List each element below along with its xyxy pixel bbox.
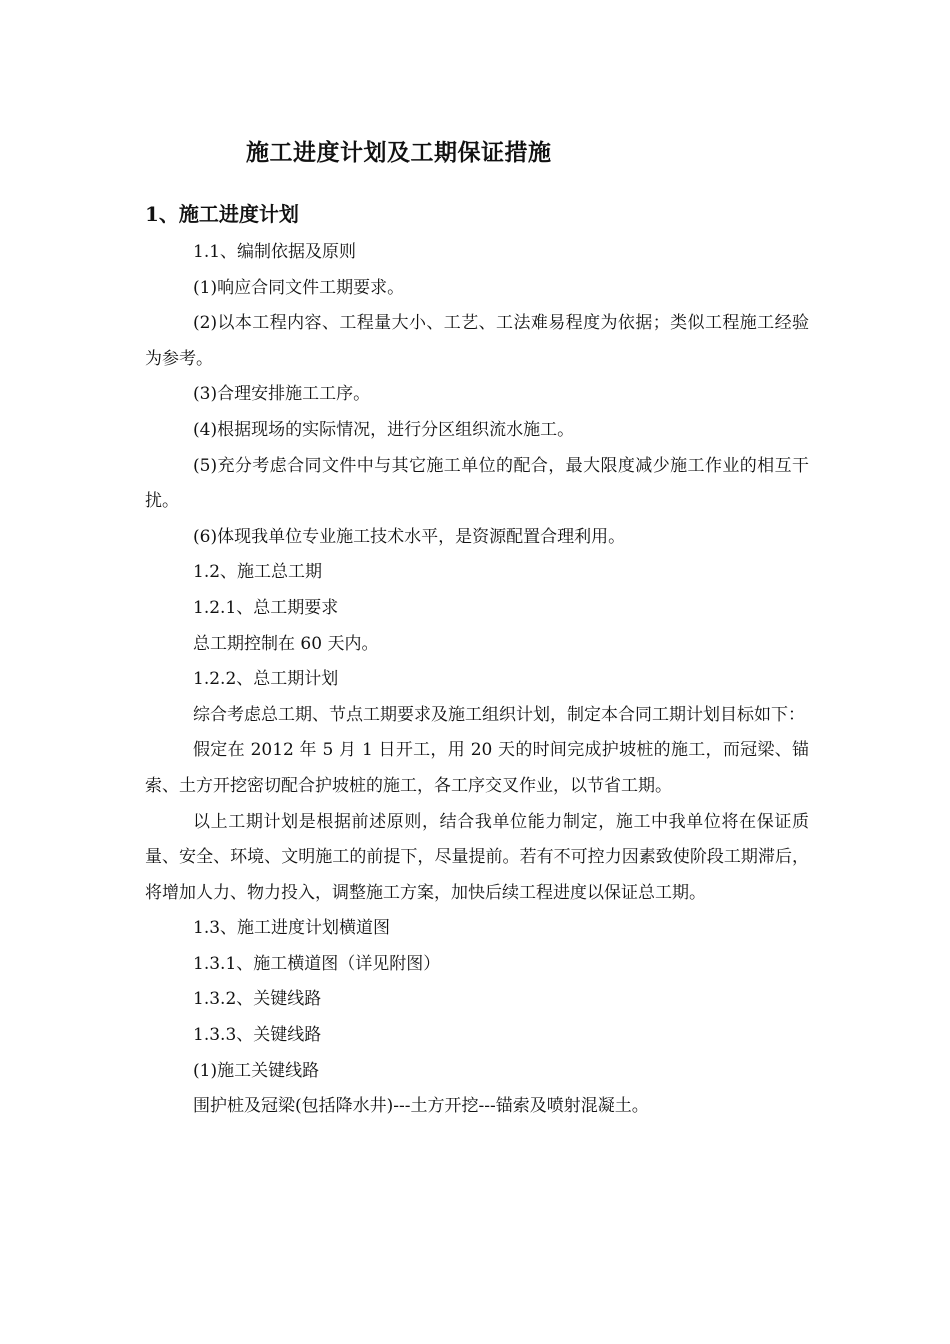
paragraph: 1.3.2、关键线路 bbox=[193, 989, 322, 1010]
section-heading: 1、施工进度计划 bbox=[145, 202, 299, 226]
paragraph: 1.1、编制依据及原则 bbox=[193, 242, 357, 262]
paragraph: (4)根据现场的实际情况，进行分区组织流水施工。 bbox=[193, 419, 575, 440]
paragraph: 综合考虑总工期、节点工期要求及施工组织计划，制定本合同工期计划目标如下： bbox=[193, 704, 805, 725]
paragraph: 1.3.1、施工横道图（详见附图） bbox=[193, 953, 441, 974]
paragraph: 围护桩及冠梁(包括降水井)---土方开挖---锚索及喷射混凝土。 bbox=[193, 1096, 649, 1117]
paragraph: (2)以本工程内容、工程量大小、工艺、工法难易程度为依据；类似工程施工经验为参考。 bbox=[145, 313, 809, 369]
paragraph: 假定在 2012 年 5 月 1 日开工，用 20 天的时间完成护坡桩的施工，而冠梁、锚索、土方开挖密切配合护坡桩的施工，各工序交叉作业，以节省工期。 bbox=[145, 740, 809, 796]
paragraph: 总工期控制在 60 天内。 bbox=[193, 633, 379, 654]
paragraph: (5)充分考虑合同文件中与其它施工单位的配合，最大限度减少施工作业的相互干扰。 bbox=[145, 455, 809, 512]
document-body bbox=[145, 235, 809, 1125]
paragraph: (3)合理安排施工工序。 bbox=[193, 384, 371, 405]
paragraph: (1)响应合同文件工期要求。 bbox=[193, 277, 405, 298]
paragraph: 1.2.1、总工期要求 bbox=[193, 597, 339, 618]
paragraph: 1.2、施工总工期 bbox=[193, 562, 323, 583]
document-title: 施工进度计划及工期保证措施 bbox=[246, 139, 552, 166]
paragraph: 1.2.2、总工期计划 bbox=[193, 669, 339, 690]
paragraph: 1.3、施工进度计划横道图 bbox=[193, 918, 391, 939]
paragraph: (6)体现我单位专业施工技术水平，是资源配置合理利用。 bbox=[193, 526, 626, 547]
paragraph: (1)施工关键线路 bbox=[193, 1060, 320, 1081]
paragraph: 以上工期计划是根据前述原则，结合我单位能力制定，施工中我单位将在保证质量、安全、环境、文明施工的前提下，尽量提前。若有不可控力因素致使阶段工期滞后，将增加人力、物力投入，调整施工方案，加快后续工程进度以保证总工期。 bbox=[145, 811, 809, 903]
paragraph: 1.3.3、关键线路 bbox=[193, 1025, 322, 1046]
